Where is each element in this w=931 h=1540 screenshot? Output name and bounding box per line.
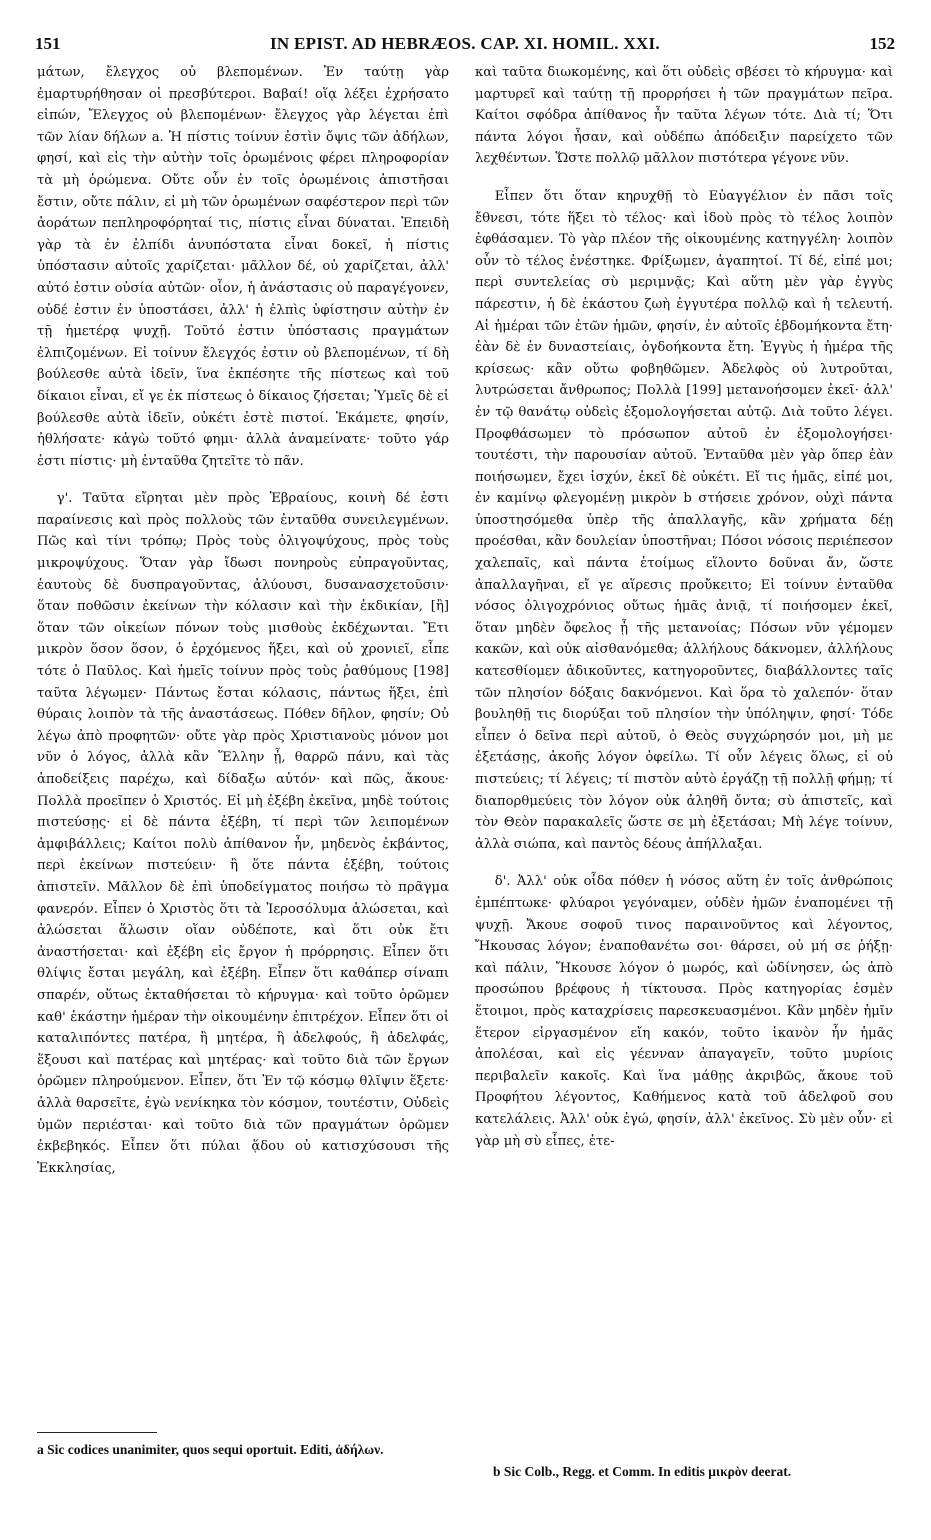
footnote-left: a Sic codices unanimiter, quos sequi oportuit. Editi, ἀδήλων. bbox=[37, 1442, 384, 1457]
paragraph: μάτων, ἔλεγχος οὐ βλεπομένων. Ἐν ταύτῃ γὰρ ἐμαρτυρήθησαν οἱ πρεσβύτεροι. Βαβαί! οἵᾳ λέξει ἐχρήσατο εἰπών, Ἔλεγχος οὐ βλεπομένων· ἔλεγχος γὰρ λέγεται ἐπὶ τῶν λίαν δήλων a. Ἡ πίστις τοίνυν ἐστὶν ὄψις τῶν ἀδήλων, φησί, καὶ εἰς τὴν αὐτὴν τοῖς ὁρωμένοις φέρει πληροφορίαν τὰ μὴ ὁρώμενα. Οὔτε οὖν ἐν τοῖς ὁρωμένοις ἀπιστῆσαι ἔστιν, οὔτε πάλιν, εἰ μὴ τῶν ὁρωμένων σαφέστερον περὶ τῶν ἀοράτων πεπληροφόρηταί τις, πίστις εἶναι δύναται. Ἐπειδὴ γὰρ τὰ ἐν ἐλπίδι ἀνυπόστατα εἶναι δοκεῖ, ἡ πίστις ὑπόστασιν αὐτοῖς χαρίζεται· μᾶλλον δέ, οὐ χαρίζεται, ἀλλ' αὐτό ἐστιν οὐσία αὐτῶν· οἷον, ἡ ἀνάστασις οὐ παραγέγονεν, οὐδέ ἐστιν ἐν ὑποστάσει, ἀλλ' ἡ ἐλπὶς ὑφίστησιν αὐτὴν ἐν τῇ ἡμετέρᾳ ψυχῇ. Τοῦτό ἐστιν ὑπόστασις πραγμάτων ἐλπιζομένων. Εἰ τοίνυν ἔλεγχός ἐστιν οὐ βλεπομένων, τί δὴ βούλεσθε αὐτὰ ἰδεῖν, ἵνα ἐκπέσητε τῆς πίστεως καὶ τοῦ δίκαιοι εἶναι, εἴ γε ἐκ πίστεως ὁ δίκαιος ζήσεται; Ὑμεῖς δὲ εἰ βούλεσθε αὐτὰ ἰδεῖν, οὐκέτι ἐστὲ πιστοί. Ἐκάμετε, φησίν, ἠθλήσατε· κἀγὼ τοῦτό φημι· ἀλλὰ ἀναμείνατε· τοῦτο γάρ ἐστι πίστις· μὴ ἐνταῦθα ζητεῖτε τὸ πᾶν. bbox=[37, 65, 449, 469]
footnote-right: b Sic Colb., Regg. et Comm. In editis μικρὸν deerat. bbox=[493, 1464, 792, 1479]
paragraph: καὶ ταῦτα διωκομένης, καὶ ὅτι οὐδεὶς σβέσει τὸ κήρυγμα· καὶ μαρτυρεῖ καὶ ταύτῃ τῇ προρρήσει ἡ τῶν πραγμάτων πεῖρα. Καίτοι σφόδρα ἀπίθανος ἦν ταῦτα λέγων τότε. Διὰ τί; Ὅτι πάντα λόγοι ἦσαν, καὶ οὐδέπω ἀπόδειξιν παρείχετο τῶν λεχθέντων. Ὥστε πολλῷ μᾶλλον πιστότερα γέγονε νῦν. bbox=[475, 65, 893, 167]
left-column bbox=[37, 62, 449, 1179]
paragraph: γ'. Ταῦτα εἴρηται μὲν πρὸς Ἑβραίους, κοινὴ δέ ἐστι παραίνεσις καὶ πρὸς πολλοὺς τῶν ἐνταῦθα συνειλεγμένων. Πῶς καὶ τίνι τρόπῳ; Πρὸς τοὺς ὀλιγοψύχους, πρὸς τοὺς μικροψύχους. Ὅταν γὰρ ἴδωσι πονηροὺς εὐπραγοῦντας, ἑαυτοὺς δὲ δυσπραγοῦντας, ἀλύουσι, δυσανασχετοῦσιν· ὅταν ποθῶσιν ἐκείνων τὴν κόλασιν καὶ τὴν ἐκδικίαν, [ἢ] ὅταν τῶν οἰκείων πόνων τοὺς μισθοὺς ἐκδέχωνται. Ἔτι μικρὸν ὅσον ὅσον, ὁ ἐρχόμενος ἥξει, καὶ οὐ χρονιεῖ, εἶπε τότε ὁ Παῦλος. Καὶ ἡμεῖς τοίνυν πρὸς τοὺς ῥαθύμους [198] ταῦτα λέγωμεν· Πάντως ἔσται κόλασις, πάντως ἥξει, ἐπὶ θύραις λοιπὸν τὰ τῆς ἀναστάσεως. Πόθεν δῆλον, φησίν; Οὐ λέγω ἀπὸ προφητῶν· οὔτε γὰρ πρὸς Χριστιανοὺς μόνον μοι νῦν ὁ λόγος, ἀλλὰ κἂν Ἕλλην ᾖ, θαρρῶ πάνυ, καὶ τὰς ἀποδείξεις παρέχω, καὶ δίδαξω αὐτόν· καὶ πῶς, ἄκουε· Πολλὰ προεῖπεν ὁ Χριστός. Εἰ μὴ ἐξέβη ἐκεῖνα, μηδὲ τούτοις πιστεύσῃς· εἰ δὲ πάντα ἐξέβη, τί περὶ τῶν λειπομένων ἀμφιβάλλεις; Καίτοι πολὺ ἀπίθανον ἦν, μηδενὸς ἐκβάντος, περὶ ἐκείνων πιστεύειν· ἢ ὅτε πάντα ἐξέβη, τούτοις ἀπιστεῖν. Μᾶλλον δὲ ἐπὶ ὑποδείγματος ποιήσω τὸ πρᾶγμα φανερόν. Εἶπεν ὁ Χριστὸς ὅτι τὰ Ἱεροσόλυμα ἁλώσεται, καὶ ἁλώσεται ἅλωσιν οἵαν οὐδέποτε, καὶ ὅτι οὐκ ἔτι ἀναστήσεται· καὶ ἐξέβη εἰς ἔργον ἡ πρόρρησις. Εἶπεν ὅτι θλίψις ἔσται μεγάλη, καὶ ἐξέβη. Εἶπεν ὅτι καθάπερ σίναπι σπαρέν, οὕτως ἐκταθήσεται τὸ κήρυγμα· καὶ τοῦτο ὁρῶμεν καθ' ἑκάστην ἡμέραν τὴν οἰκουμένην ἐπιτρέχον. Εἶπεν ὅτι οἱ καταλιπόντες πατέρα, ἢ μητέρα, ἢ ἀδελφούς, ἢ ἀδελφάς, ἕξουσι καὶ πατέρας καὶ μητέρας· καὶ τοῦτο διὰ τῶν ἔργων ὁρῶμεν πληρούμενον. Εἶπεν, ὅτι Ἐν τῷ κόσμῳ θλῖψιν ἕξετε· ἀλλὰ θαρσεῖτε, ἐγὼ νενίκηκα τὸν κόσμον, τουτέστιν, Οὐδεὶς ὑμῶν περιέσται· καὶ τοῦτο διὰ τῶν πραγμάτων ὁρῶμεν ἐκβεβηκός. Εἶπεν ὅτι πύλαι ᾅδου οὐ κατισχύσουσι τῆς Ἐκκλησίας, bbox=[37, 491, 449, 1176]
running-title: IN EPIST. AD HEBRÆOS. CAP. XI. HOMIL. XXI. bbox=[270, 34, 660, 53]
footnote-divider bbox=[37, 1432, 157, 1433]
running-header bbox=[35, 34, 895, 58]
paragraph: Εἶπεν ὅτι ὅταν κηρυχθῇ τὸ Εὐαγγέλιον ἐν πᾶσι τοῖς ἔθνεσι, τότε ἥξει τὸ τέλος· καὶ ἰδοὺ πρὸς τὸ τέλος λοιπὸν ἐφθάσαμεν. Τὸ γὰρ πλέον τῆς οἰκουμένης κατηγγέλη· λοιπὸν οὖν τὸ τέλος ἐνέστηκε. Φρίξωμεν, ἀγαπητοί. Τί δέ, εἰπέ μοι; περὶ συντελείας σὺ μεριμνᾷς; Καὶ αὕτη μὲν γὰρ ἐγγὺς πάρεστιν, ἡ δὲ ἑκάστου ζωὴ ἐγγυτέρα πολλῷ καὶ ἡ τελευτή. Αἱ ἡμέραι τῶν ἐτῶν ἡμῶν, φησίν, ἐν αὐτοῖς ἑβδομήκοντα ἔτη· ἐὰν δὲ ἐν δυναστείαις, ὀγδοήκοντα ἔτη. Ἐγγὺς ἡ ἡμέρα τῆς κρίσεως· κἂν οὕτω φοβηθῶμεν. Ἀδελφὸς οὐ λυτροῦται, λυτρώσεται ἄνθρωπος; Πολλὰ [199] μετανοήσομεν ἐκεῖ· ἀλλ' ἐν τῷ θανάτῳ οὐδεὶς ἐξομολογήσεται αὐτῷ. Διὰ τοῦτο λέγει. Προφθάσωμεν τὸ πρόσωπον αὐτοῦ ἐν ἐξομολογήσει· τουτέστι, τὴν παρουσίαν αὐτοῦ. Ἐνταῦθα μὲν γὰρ ὅπερ ἐὰν ποιήσωμεν, ἔχει ἰσχύν, ἐκεῖ δὲ οὐκέτι. Εἴ τις ἡμᾶς, εἰπέ μοι, ἐν καμίνῳ φλεγομένῃ μικρὸν b στήσειε χρόνον, οὐχὶ πάντα ὑποστησόμεθα ὑπὲρ τῆς ἀπαλλαγῆς, κἂν χρήματα δέῃ προέσθαι, κἂν δουλείαν ὑποστῆναι; Πόσοι νόσοις περιέπεσον χαλεπαῖς, καὶ πάντα ἑτοίμως εἵλοντο δοῦναι ἄν, ὥστε ἀπαλλαγῆναι, εἴ γε αἵρεσις προὔκειτο; Εἰ τοίνυν ἐνταῦθα νόσος ὀλιγοχρόνιος οὕτως ἡμᾶς ἀνιᾷ, τί ποιήσομεν ἐκεῖ, ὅταν μηδὲν ὄφελος ᾖ τῆς μετανοίας; Πόσων νῦν γέμομεν κακῶν, καὶ οὐκ αἰσθανόμεθα; ἀλλήλους δάκνομεν, ἀλλήλους κατεσθίομεν ἀδικοῦντες, κατηγοροῦντες, διαβάλλοντες ταῖς τῶν πλησίον δόξαις δακνόμενοι. Καὶ ὅρα τὸ χαλεπόν· ὅταν βουληθῇ τις διορύξαι τοῦ πλησίον τὴν ὑπόληψιν, φησί· Τόδε εἶπεν ὁ δεῖνα περὶ αὐτοῦ, ὁ Θεὸς συγχώρησόν μοι, μὴ με ἐξετάσῃς, ἀκοῆς λόγον ὀφείλω. Τί οὖν λέγεις ὅλως, εἰ οὐ πιστεύεις; τί λέγεις; τί πιστὸν αὐτὸ ἐργάζῃ τῇ πολλῇ φήμῃ; τί διαπορθμεύεις τὸν λόγον οὐκ ἀληθῆ ὄντα; σὺ ἀπιστεῖς, καὶ τὸν Θεὸν παρακαλεῖς ὥστε σε μὴ ἐξετάσαι; Μὴ λέγε τοίνυν, ἀλλὰ σιώπα, καὶ παντὸς δέους ἀπήλλαξαι. bbox=[475, 188, 893, 852]
page-number-left: 151 bbox=[35, 34, 61, 53]
paragraph: δ'. Ἀλλ' οὐκ οἶδα πόθεν ἡ νόσος αὕτη ἐν τοῖς ἀνθρώποις ἐμπέπτωκε· φλύαροι γεγόναμεν, οὐδὲν ἡμῶν ἐναπομένει τῇ ψυχῇ. Ἄκουε σοφοῦ τινος παραινοῦντος καὶ λέγοντος, Ἤκουσας λόγον; ἐναποθανέτω σοι· θάρσει, οὐ μή σε ῥήξῃ· καὶ πάλιν, Ἤκουσε λόγον ὁ μωρός, καὶ ὠδίνησεν, ὡς ἀπὸ προσώπου βρέφους ἡ τίκτουσα. Πρὸς κατηγορίας ἐσμὲν ἕτοιμοι, πρὸς καταχρίσεις παρεσκευασμένοι. Κἂν μηδὲν ἡμῖν ἕτερον εἰργασμένον εἴη κακόν, τοῦτο ἱκανὸν ἦν ἡμᾶς ἀπολέσαι, καὶ εἰς γέενναν ἀπαγαγεῖν, τοῦτο μυρίοις περιβαλεῖν κακοῖς. Καὶ ἵνα μάθῃς ἀκριβῶς, ἄκουε τοῦ Προφήτου λέγοντος, Καθήμενος κατὰ τοῦ ἀδελφοῦ σου κατελάλεις. Ἀλλ' οὐκ ἐγώ, φησίν, ἀλλ' ἐκεῖνος. Σὺ μὲν οὖν· εἰ γὰρ μὴ σὺ εἶπες, ἐτε- bbox=[475, 874, 893, 1149]
right-column bbox=[475, 62, 893, 1152]
page-number-right: 152 bbox=[869, 34, 895, 53]
